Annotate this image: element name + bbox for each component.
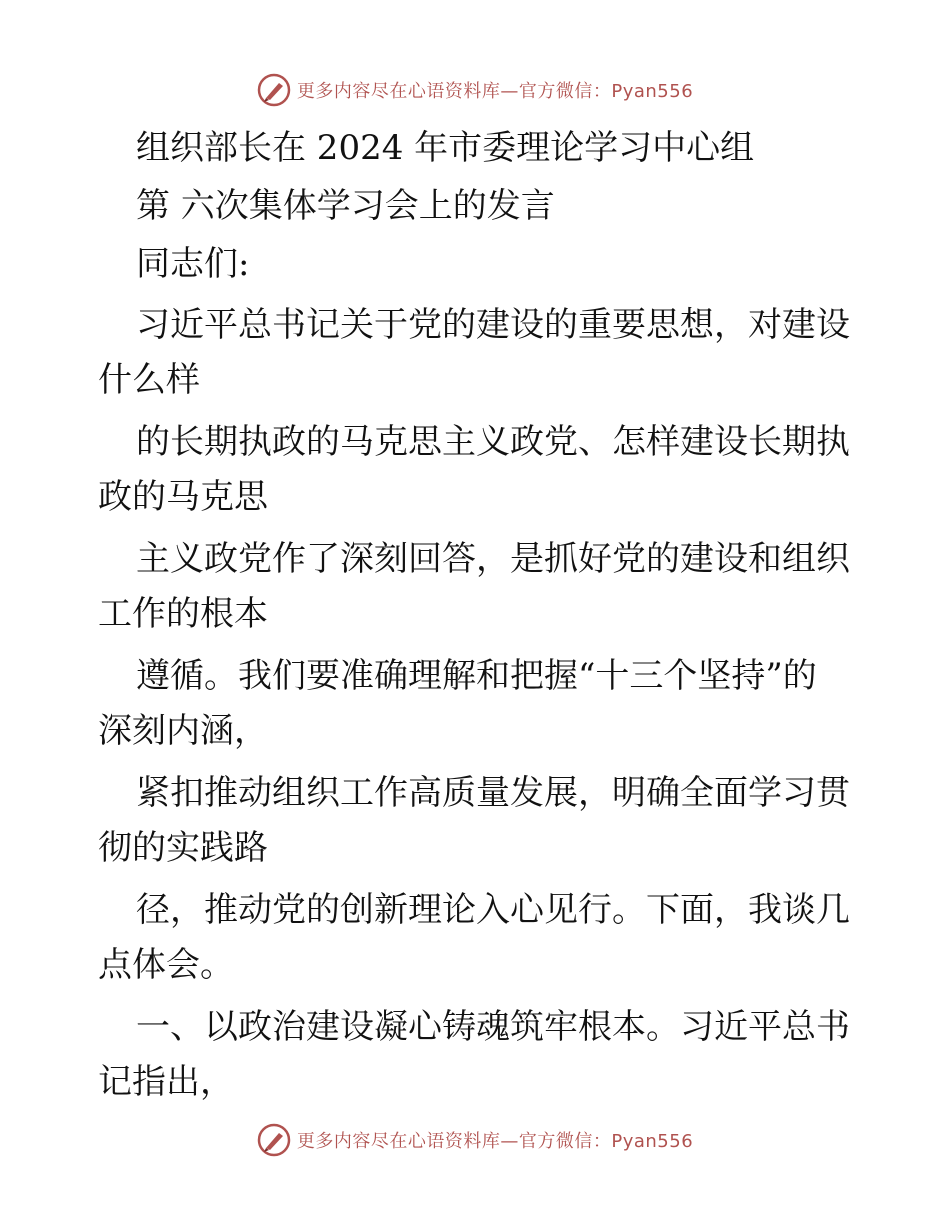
watermark-text: 更多内容尽在心语资料库—官方微信：Pyan556 xyxy=(296,81,694,102)
text-line: 径，推动党的创新理论入心见行。下面，我谈几 xyxy=(136,890,850,930)
section-heading-line: 一、以政治建设凝心铸魂筑牢根本。习近平总书 xyxy=(136,1007,850,1047)
text-line: 记指出， xyxy=(98,1062,234,1102)
salutation: 同志们: xyxy=(136,244,250,284)
footer-watermark-banner xyxy=(0,1120,950,1160)
text-line: 习近平总书记关于党的建设的重要思想，对建设 xyxy=(136,305,850,345)
pen-logo-icon xyxy=(257,1123,291,1157)
text-line: 点体会。 xyxy=(98,945,234,985)
text-line: 主义政党作了深刻回答，是抓好党的建设和组织 xyxy=(136,539,850,579)
text-line: 什么样 xyxy=(98,360,200,400)
text-line: 政的马克思 xyxy=(98,477,268,517)
text-line: 的长期执政的马克思主义政党、怎样建设长期执 xyxy=(136,422,850,462)
text-line: 工作的根本 xyxy=(98,594,268,634)
watermark-text: 更多内容尽在心语资料库—官方微信：Pyan556 xyxy=(296,1131,694,1152)
text-line: 紧扣推动组织工作高质量发展，明确全面学习贯 xyxy=(136,773,850,813)
header-watermark-banner xyxy=(0,70,950,110)
text-line: 遵循。我们要准确理解和把握“十三个坚持”的 xyxy=(136,656,817,696)
text-line: 彻的实践路 xyxy=(98,828,268,868)
pen-logo-icon xyxy=(257,73,291,107)
title-line-1: 组织部长在 2024 年市委理论学习中心组 xyxy=(136,128,755,168)
text-line: 深刻内涵， xyxy=(98,711,268,751)
title-line-2: 第 六次集体学习会上的发言 xyxy=(136,186,555,226)
